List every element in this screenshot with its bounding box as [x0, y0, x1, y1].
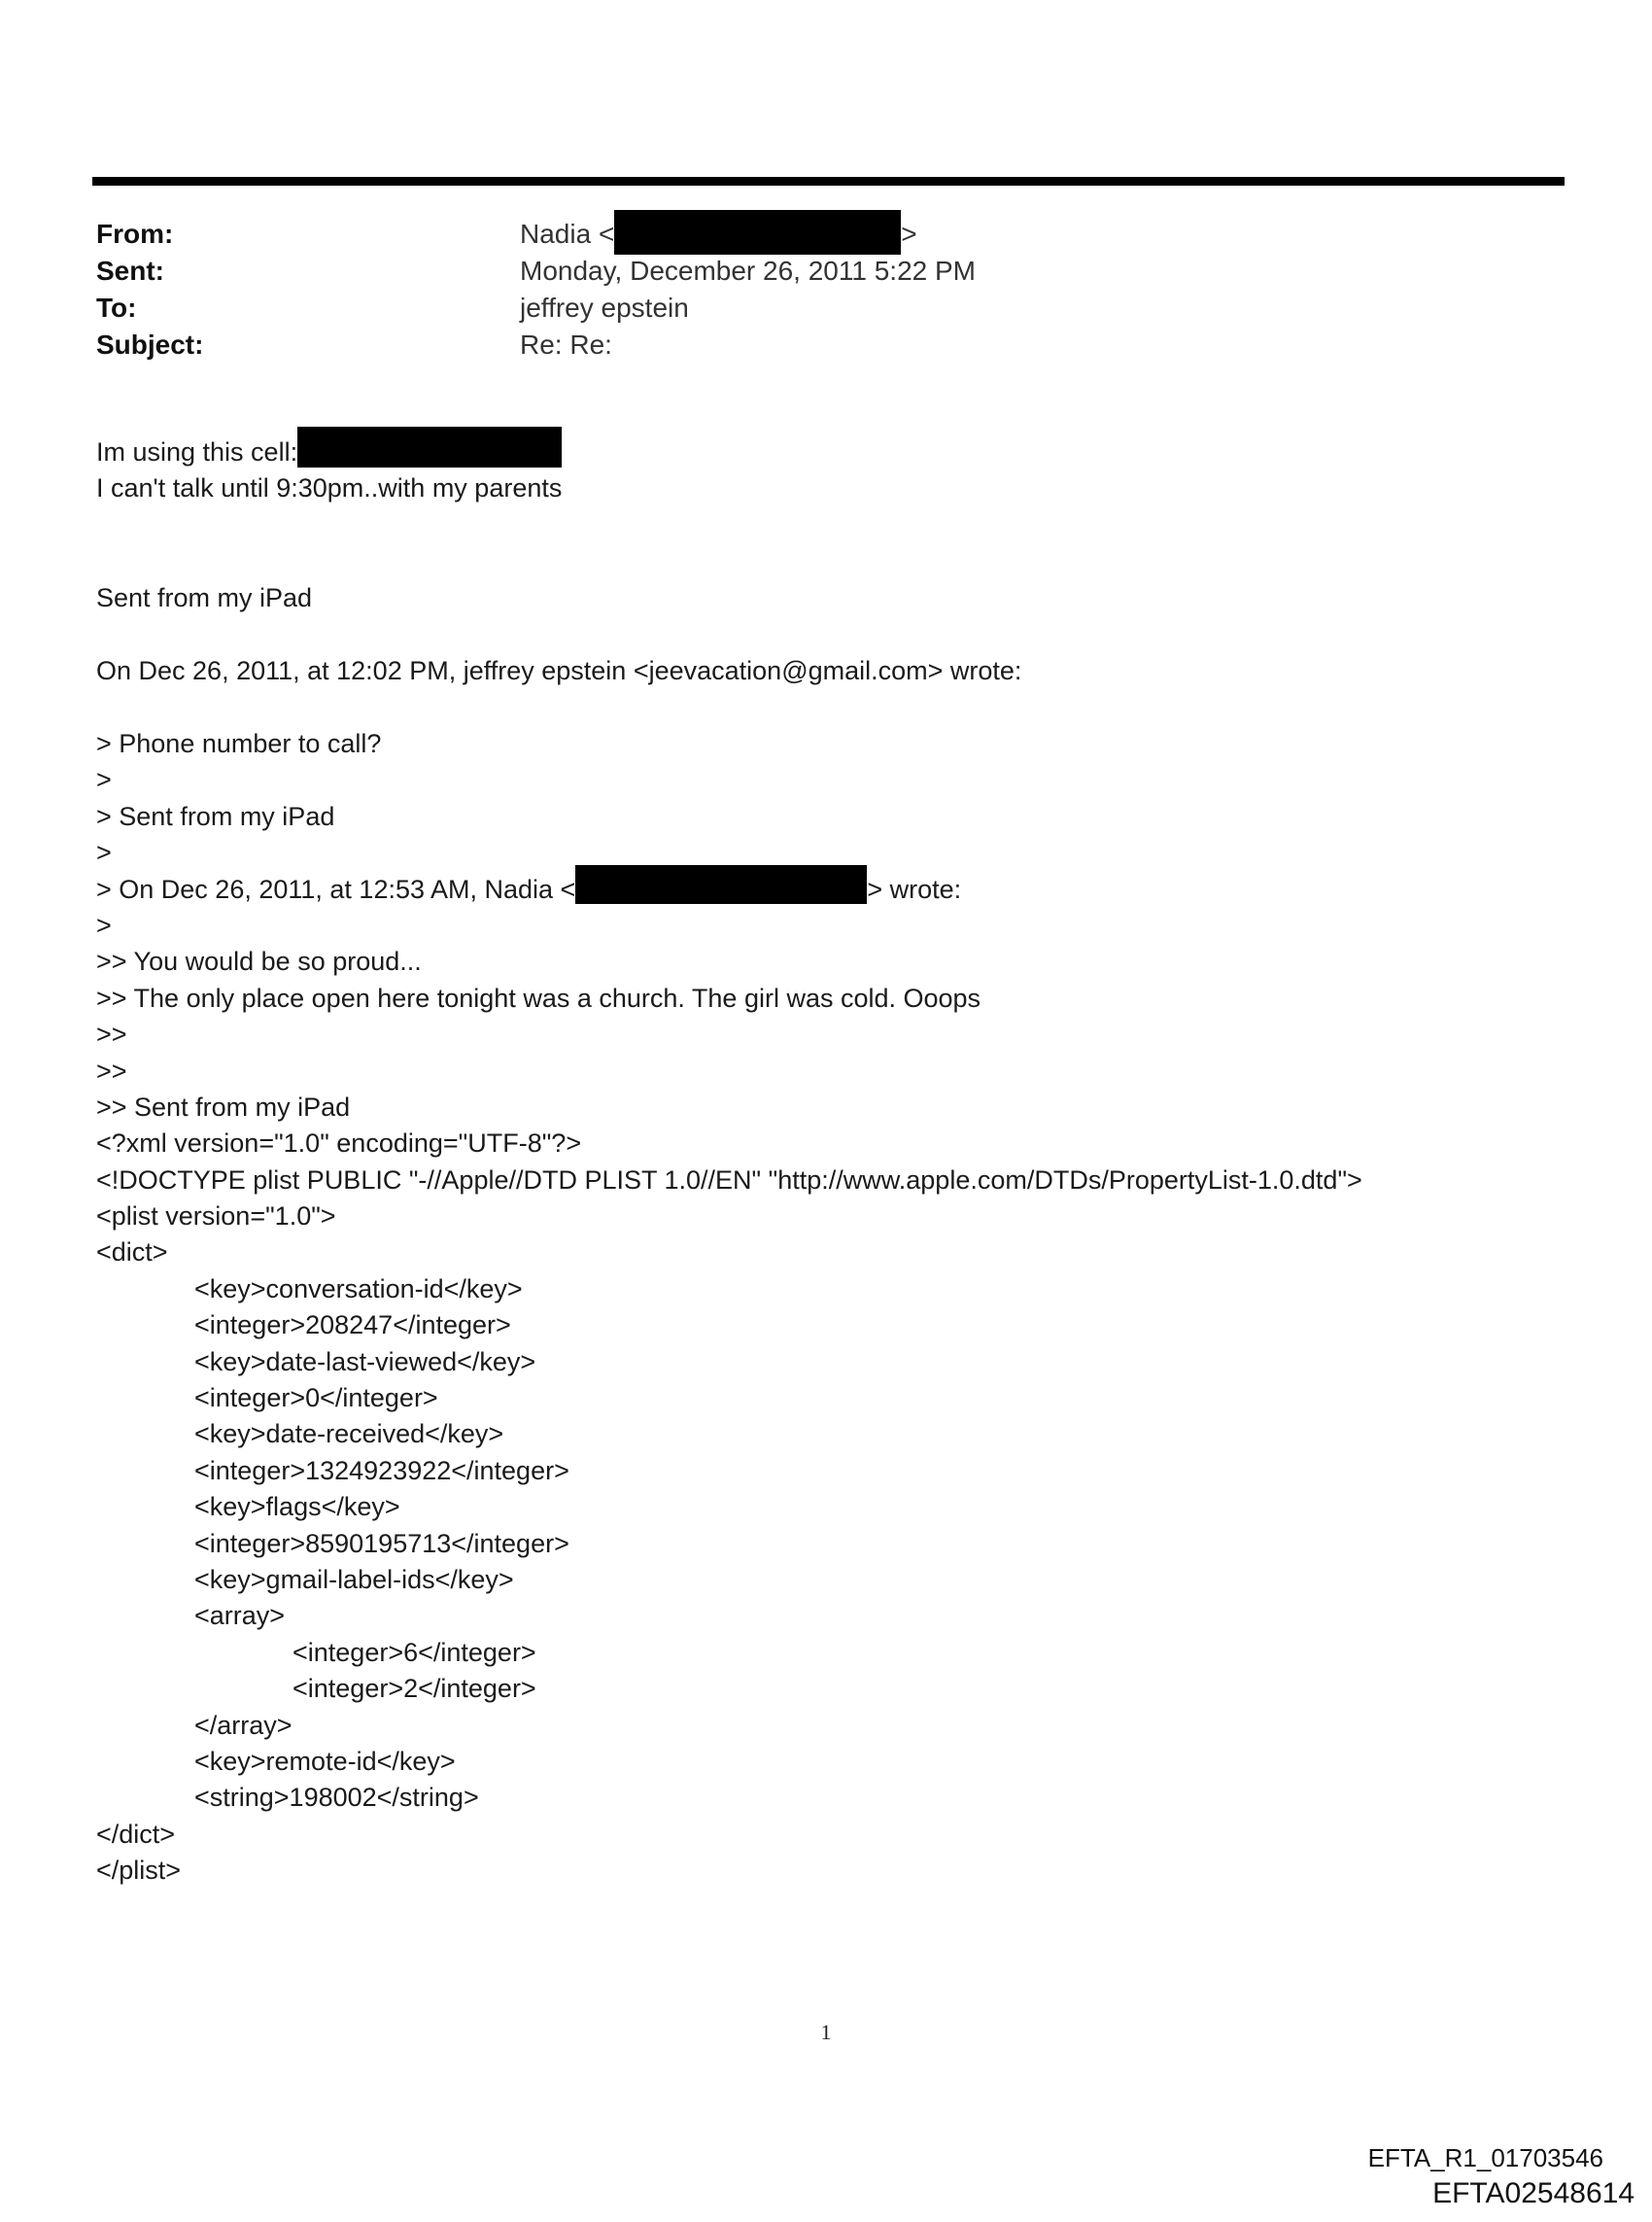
nested-quoted-line: >> Sent from my iPad: [96, 1092, 351, 1122]
plist-line: <key>date-received</key>: [194, 1419, 504, 1449]
plist-line: <key>remote-id</key>: [194, 1746, 456, 1776]
message-body: [96, 434, 1554, 507]
redaction-box: [297, 427, 562, 468]
from-suffix: >: [901, 219, 917, 249]
quoted-lines: [96, 726, 1554, 872]
plist-line: <key>conversation-id</key>: [194, 1273, 523, 1303]
plist-line: </plist>: [96, 1856, 182, 1886]
to-label: To:: [96, 293, 137, 323]
quoted-block: [96, 726, 1554, 1890]
cell-text: Im using this cell:: [96, 437, 298, 467]
quote-header: On Dec 26, 2011, at 12:02 PM, jeffrey epstein <jeevacation@gmail.com> wrote:: [96, 656, 1022, 685]
plist-block: [96, 1126, 1554, 1889]
plist-line: <key>date-last-viewed</key>: [194, 1346, 536, 1376]
plist-line: <string>198002</string>: [194, 1783, 479, 1813]
nested-quoted-line: >: [96, 910, 112, 940]
nested-quoted-line: >>: [96, 1056, 127, 1086]
nested-quoted-line: >> You would be so proud...: [96, 947, 422, 977]
quote-header-block: [96, 653, 1554, 689]
sent-row: [96, 253, 1457, 290]
redaction-box: [575, 865, 867, 904]
page-number: 1: [820, 2020, 832, 2044]
redaction-box: [614, 210, 901, 255]
subject-row: [96, 327, 1457, 364]
from-label: From:: [96, 219, 174, 249]
plist-line: </dict>: [96, 1819, 176, 1849]
body-line-cell: [96, 434, 1554, 470]
quoted-line: > Phone number to call?: [96, 729, 382, 758]
plist-line: </array>: [194, 1710, 293, 1740]
nested-header-suffix: > wrote:: [867, 874, 962, 904]
quoted-line: > Sent from my iPad: [96, 801, 335, 831]
nested-quoted-line: >>: [96, 1020, 127, 1050]
to-value: jeffrey epstein: [520, 293, 689, 323]
plist-line: <integer>0</integer>: [194, 1383, 438, 1413]
plist-line: <integer>2</integer>: [293, 1674, 536, 1704]
nested-quoted-line: >> The only place open here tonight was a church. The girl was cold. Ooops: [96, 983, 981, 1013]
plist-line: <integer>208247</integer>: [194, 1310, 511, 1340]
signature-block: [96, 580, 1554, 616]
plist-line: <integer>6</integer>: [293, 1637, 536, 1667]
plist-line: <integer>1324923922</integer>: [194, 1455, 569, 1485]
email-header: [96, 216, 1457, 364]
signature: Sent from my iPad: [96, 583, 313, 612]
bates-number-2: EFTA02548614: [1432, 2177, 1635, 2209]
from-row: [96, 216, 1457, 253]
plist-line: <array>: [194, 1601, 286, 1631]
plist-line: <?xml version="1.0" encoding="UTF-8"?>: [96, 1128, 582, 1159]
quoted-line: >: [96, 765, 112, 795]
sent-label: Sent:: [96, 256, 164, 286]
nested-lines: [96, 908, 1554, 1126]
subject-label: Subject:: [96, 330, 204, 360]
plist-line: <plist version="1.0">: [96, 1201, 336, 1232]
body-line-parents: I can't talk until 9:30pm..with my parents: [96, 473, 563, 503]
plist-line: <!DOCTYPE plist PUBLIC "-//Apple//DTD PLIST 1.0//EN" "http://www.apple.com/DTDs/PropertyList-1.0.dtd">: [96, 1164, 1362, 1195]
header-rule: [92, 177, 1565, 186]
from-name: Nadia <: [520, 219, 615, 249]
sent-value: Monday, December 26, 2011 5:22 PM: [520, 256, 976, 286]
bates-number-1: EFTA_R1_01703546: [1367, 2143, 1603, 2172]
plist-line: <key>flags</key>: [194, 1492, 400, 1522]
nested-quote-header: [96, 872, 1554, 908]
plist-line: <dict>: [96, 1237, 168, 1267]
plist-line: <key>gmail-label-ids</key>: [194, 1564, 514, 1594]
quoted-line: >: [96, 838, 112, 868]
plist-line: <integer>8590195713</integer>: [194, 1528, 569, 1558]
to-row: [96, 290, 1457, 327]
nested-header-text: > On Dec 26, 2011, at 12:53 AM, Nadia <: [96, 874, 576, 904]
subject-value: Re: Re:: [520, 330, 612, 360]
from-value: [520, 216, 917, 255]
